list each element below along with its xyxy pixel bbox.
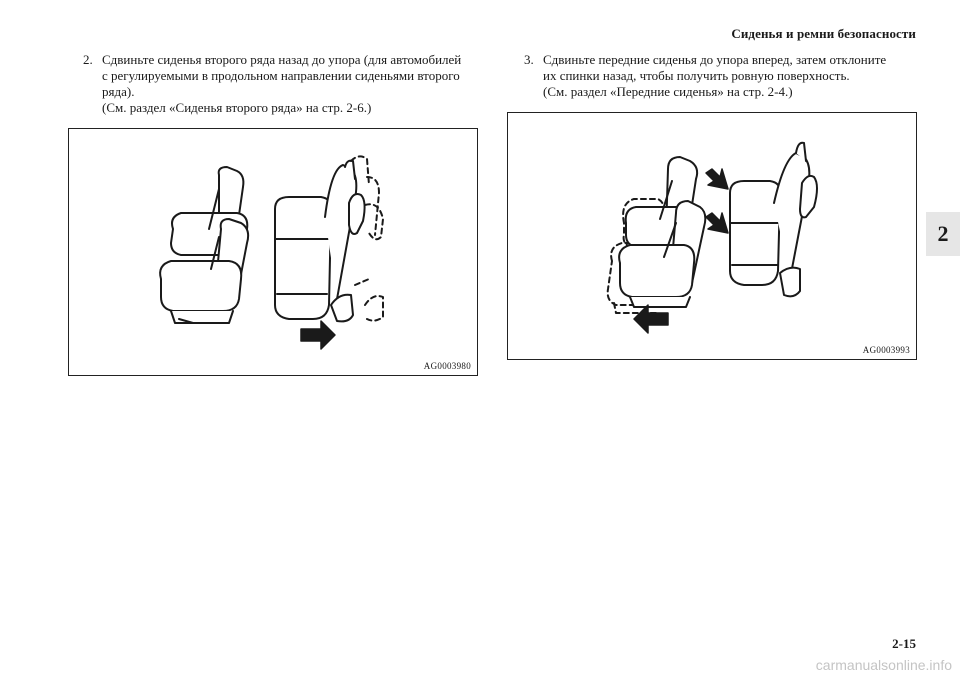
step-3-text [524,52,914,100]
arrow-left-icon [634,305,668,333]
step-reference: (См. раздел «Сиденья второго ряда» на стр. 2-6.) [102,100,372,115]
second-row-seat-illustration [275,161,365,322]
running-header-title: Сиденья и ремни безопасности [731,26,916,41]
step-line: Сдвиньте сиденья второго ряда назад до упора (для автомобилей [102,52,462,67]
step-number: 3. [524,52,534,67]
figure-front-seats [507,112,917,360]
figure-code: AG0003993 [862,345,910,355]
seat-illustration [508,113,916,359]
step-line: их спинки назад, чтобы получить ровную поверхность. [543,68,850,83]
second-row-seat-illustration [730,143,817,297]
chapter-tab: 2 [926,212,960,256]
step-line: Сдвиньте передние сиденья до упора вперед, затем отклоните [543,52,887,67]
arrow-right-icon [301,321,335,349]
step-reference: (См. раздел «Передние сиденья» на стр. 2-4.) [543,84,793,99]
figure-second-row-seats [68,128,478,376]
step-line: ряда). [102,84,135,99]
step-2-text [83,52,493,116]
page-number: 2-15 [892,636,916,651]
watermark: carmanualsonline.info [815,657,952,673]
figure-code: AG0003980 [423,361,471,371]
arrow-recline-icon [706,169,728,189]
seat-illustration [69,129,477,375]
step-line: с регулируемыми в продольном направлении сиденьями второго [102,68,460,83]
step-number: 2. [83,52,93,67]
arrow-recline-icon [706,213,728,233]
